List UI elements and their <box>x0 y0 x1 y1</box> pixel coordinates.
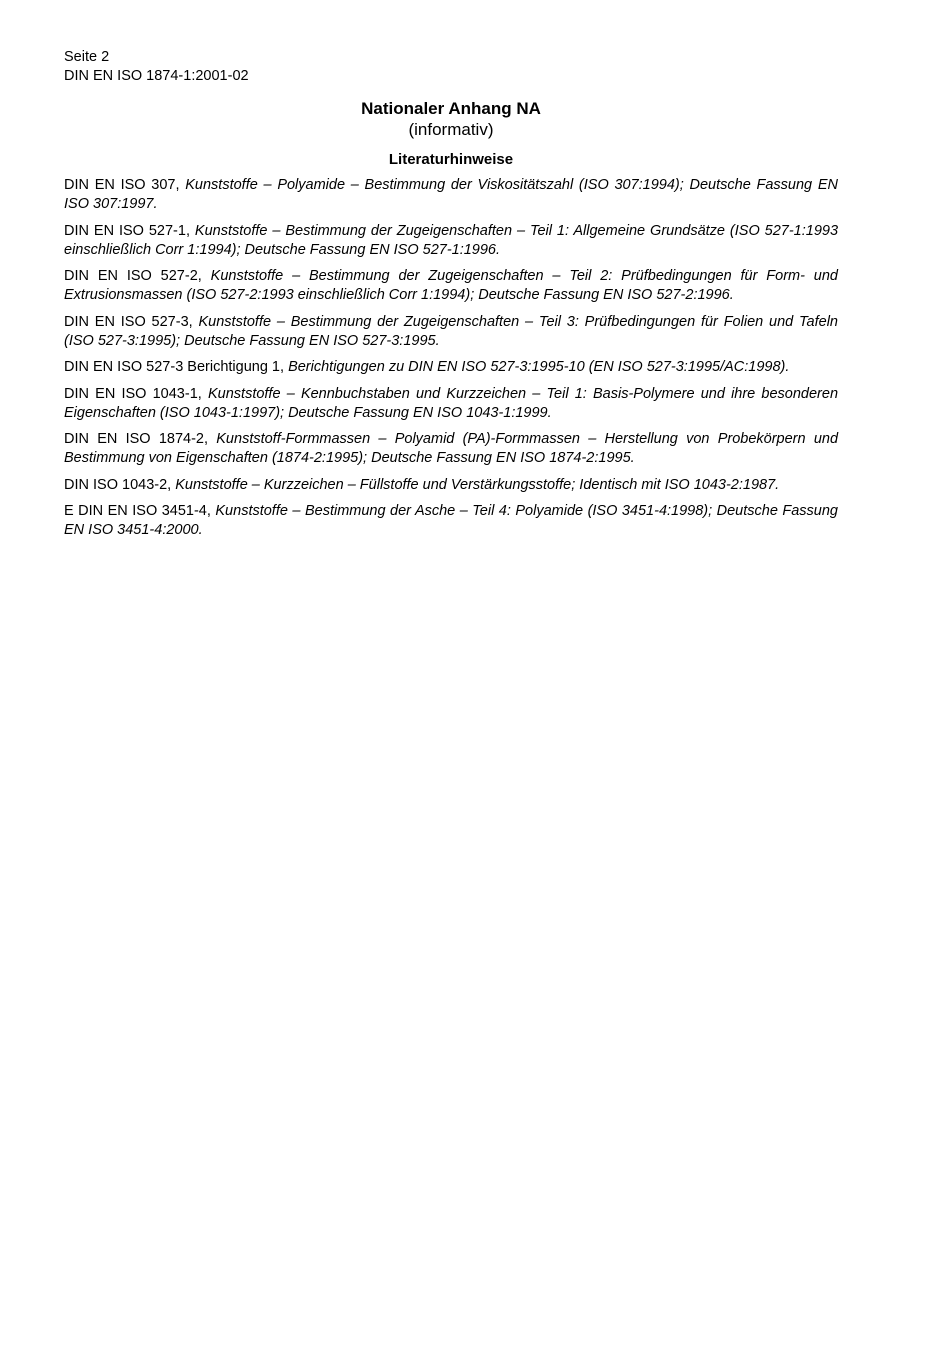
reference-item <box>64 313 838 351</box>
reference-title: Kunststoffe – Kennbuchstaben und Kurzzeichen – Teil 1: Basis-Polymere und ihre besonderen Eigenschaften (ISO 1043-1:1997); Deutsche Fassung EN ISO 1043-1:1999. <box>64 385 839 421</box>
document-id: DIN EN ISO 1874-1:2001-02 <box>64 68 249 84</box>
reference-title: Kunststoffe – Bestimmung der Asche – Teil 4: Polyamide (ISO 3451-4:1998); Deutsche Fassung EN ISO 3451-4:2000. <box>64 503 838 538</box>
page-number: Seite 2 <box>64 49 110 65</box>
annex-subtitle: (informativ) <box>408 120 494 139</box>
reference-id: DIN EN ISO 527-1, <box>64 222 190 239</box>
reference-id: DIN EN ISO 527-3 Berichtigung 1, <box>64 359 285 375</box>
section-title: Literaturhinweise <box>388 151 514 168</box>
reference-id: DIN EN ISO 527-2, <box>64 268 202 284</box>
reference-item <box>64 476 838 495</box>
reference-id: DIN EN ISO 307, <box>64 177 180 193</box>
reference-item <box>64 385 838 423</box>
reference-item <box>64 358 838 377</box>
annex-title: Nationaler Anhang NA <box>361 99 541 118</box>
reference-id: E DIN EN ISO 3451-4, <box>64 503 211 519</box>
reference-id: DIN ISO 1043-2, <box>64 476 172 493</box>
reference-title: Kunststoffe – Kurzzeichen – Füllstoffe und Verstärkungsstoffe; Identisch mit ISO 1043-2:1987. <box>175 476 780 493</box>
reference-list <box>64 176 838 540</box>
reference-item <box>64 267 838 305</box>
reference-title: Berichtigungen zu DIN EN ISO 527-3:1995-10 (EN ISO 527-3:1995/AC:1998). <box>288 359 790 375</box>
reference-item <box>64 176 838 214</box>
reference-id: DIN EN ISO 1874-2, <box>64 431 209 447</box>
reference-item <box>64 502 838 540</box>
reference-title: Kunststoffe – Bestimmung der Zugeigenschaften – Teil 3: Prüfbedingungen für Folien und Tafeln (ISO 527-3:1995); Deutsche Fassung EN ISO 527-3:1995. <box>64 313 838 349</box>
reference-item <box>64 222 838 260</box>
reference-id: DIN EN ISO 1043-1, <box>64 385 202 402</box>
reference-title: Kunststoffe – Bestimmung der Zugeigenschaften – Teil 1: Allgemeine Grundsätze (ISO 527-1:1993 einschließlich Corr 1:1994); Deutsche Fassung EN ISO 527-1:1996. <box>64 222 839 258</box>
reference-title: Kunststoffe – Bestimmung der Zugeigenschaften – Teil 2: Prüfbedingungen für Form- und Extrusionsmassen (ISO 527-2:1993 einschließlich Corr 1:1994); Deutsche Fassung EN ISO 527-2:1996. <box>64 268 838 303</box>
reference-id: DIN EN ISO 527-3, <box>64 313 193 330</box>
reference-title: Kunststoffe – Polyamide – Bestimmung der Viskositätszahl (ISO 307:1994); Deutsche Fassung EN ISO 307:1997. <box>64 177 838 212</box>
reference-item <box>64 430 838 468</box>
reference-title: Kunststoff-Formmassen – Polyamid (PA)-Formmassen – Herstellung von Probekörpern und Bestimmung von Eigenschaften (1874-2:1995); Deutsche Fassung EN ISO 1874-2:1995. <box>64 431 839 466</box>
page-header <box>64 48 838 86</box>
